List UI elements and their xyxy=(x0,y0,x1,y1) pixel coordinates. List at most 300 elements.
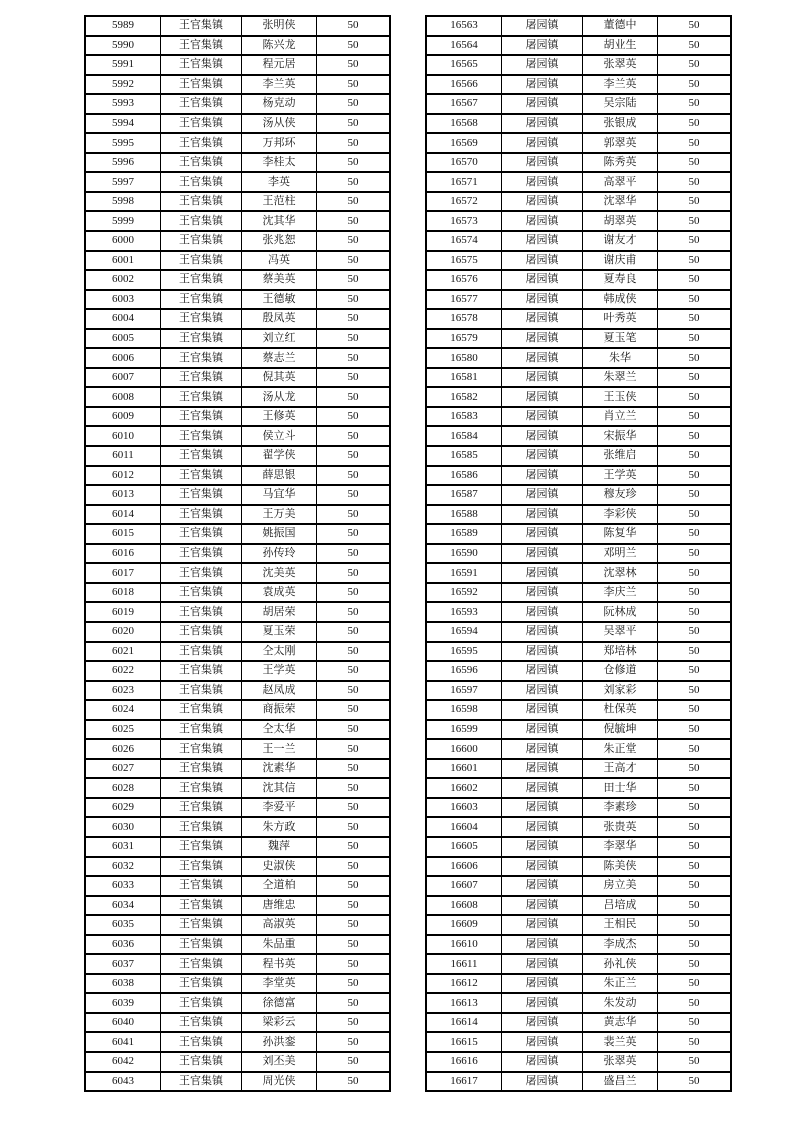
cell-town: 王官集镇 xyxy=(161,114,242,134)
cell-id: 6013 xyxy=(85,485,161,505)
table-row xyxy=(426,309,731,329)
cell-name: 杜保英 xyxy=(583,700,658,720)
cell-town: 屠园镇 xyxy=(502,94,583,114)
cell-id: 16611 xyxy=(426,954,502,974)
cell-amount: 50 xyxy=(317,348,391,368)
cell-town: 屠园镇 xyxy=(502,778,583,798)
cell-amount: 50 xyxy=(658,524,732,544)
cell-name: 田士华 xyxy=(583,778,658,798)
cell-id: 16577 xyxy=(426,290,502,310)
table-row xyxy=(426,974,731,994)
cell-id: 16575 xyxy=(426,251,502,271)
table-row xyxy=(85,876,390,896)
cell-id: 6021 xyxy=(85,642,161,662)
cell-amount: 50 xyxy=(317,915,391,935)
cell-id: 16613 xyxy=(426,993,502,1013)
cell-name: 盛昌兰 xyxy=(583,1072,658,1092)
cell-id: 6038 xyxy=(85,974,161,994)
cell-name: 胡居荣 xyxy=(242,602,317,622)
cell-town: 屠园镇 xyxy=(502,211,583,231)
cell-name: 周光侠 xyxy=(242,1072,317,1092)
cell-id: 16592 xyxy=(426,583,502,603)
cell-amount: 50 xyxy=(658,837,732,857)
cell-id: 6025 xyxy=(85,720,161,740)
cell-name: 汤从龙 xyxy=(242,387,317,407)
cell-name: 陈美侠 xyxy=(583,857,658,877)
cell-amount: 50 xyxy=(658,505,732,525)
cell-amount: 50 xyxy=(317,1032,391,1052)
cell-amount: 50 xyxy=(658,681,732,701)
cell-id: 16563 xyxy=(426,16,502,36)
cell-id: 6009 xyxy=(85,407,161,427)
cell-amount: 50 xyxy=(317,387,391,407)
cell-town: 王官集镇 xyxy=(161,759,242,779)
cell-town: 王官集镇 xyxy=(161,407,242,427)
cell-name: 孙礼侠 xyxy=(583,954,658,974)
cell-id: 6042 xyxy=(85,1052,161,1072)
cell-town: 屠园镇 xyxy=(502,192,583,212)
cell-amount: 50 xyxy=(658,857,732,877)
cell-id: 6003 xyxy=(85,290,161,310)
table-row xyxy=(426,681,731,701)
table-row xyxy=(85,759,390,779)
table-row xyxy=(426,876,731,896)
cell-name: 仝太刚 xyxy=(242,642,317,662)
cell-town: 屠园镇 xyxy=(502,270,583,290)
cell-town: 屠园镇 xyxy=(502,563,583,583)
table-row xyxy=(426,544,731,564)
table-row xyxy=(426,114,731,134)
cell-town: 屠园镇 xyxy=(502,524,583,544)
cell-id: 16598 xyxy=(426,700,502,720)
cell-name: 倪毓坤 xyxy=(583,720,658,740)
table-row xyxy=(85,720,390,740)
cell-town: 王官集镇 xyxy=(161,602,242,622)
cell-amount: 50 xyxy=(658,739,732,759)
cell-amount: 50 xyxy=(658,661,732,681)
cell-town: 王官集镇 xyxy=(161,36,242,56)
cell-town: 王官集镇 xyxy=(161,348,242,368)
cell-name: 蔡志兰 xyxy=(242,348,317,368)
cell-town: 屠园镇 xyxy=(502,915,583,935)
cell-amount: 50 xyxy=(317,876,391,896)
cell-id: 16580 xyxy=(426,348,502,368)
cell-id: 16571 xyxy=(426,172,502,192)
cell-id: 5995 xyxy=(85,133,161,153)
cell-amount: 50 xyxy=(317,974,391,994)
cell-id: 16569 xyxy=(426,133,502,153)
table-row xyxy=(85,935,390,955)
cell-name: 张贵英 xyxy=(583,817,658,837)
cell-amount: 50 xyxy=(658,622,732,642)
cell-id: 16602 xyxy=(426,778,502,798)
cell-name: 史淑侠 xyxy=(242,857,317,877)
cell-id: 6007 xyxy=(85,368,161,388)
cell-name: 仓修道 xyxy=(583,661,658,681)
table-row xyxy=(426,329,731,349)
cell-name: 袁成英 xyxy=(242,583,317,603)
cell-amount: 50 xyxy=(317,94,391,114)
cell-name: 李爱平 xyxy=(242,798,317,818)
cell-amount: 50 xyxy=(317,700,391,720)
cell-id: 6031 xyxy=(85,837,161,857)
cell-town: 王官集镇 xyxy=(161,1072,242,1092)
table-row xyxy=(426,759,731,779)
cell-name: 冯英 xyxy=(242,251,317,271)
cell-town: 王官集镇 xyxy=(161,1013,242,1033)
table-row xyxy=(85,426,390,446)
cell-town: 王官集镇 xyxy=(161,329,242,349)
cell-id: 16586 xyxy=(426,466,502,486)
cell-name: 李庆兰 xyxy=(583,583,658,603)
cell-town: 王官集镇 xyxy=(161,446,242,466)
cell-name: 李兰英 xyxy=(242,75,317,95)
cell-town: 王官集镇 xyxy=(161,974,242,994)
cell-amount: 50 xyxy=(658,290,732,310)
cell-town: 王官集镇 xyxy=(161,172,242,192)
table-row xyxy=(85,1072,390,1092)
cell-amount: 50 xyxy=(317,896,391,916)
table-row xyxy=(426,993,731,1013)
table-row xyxy=(426,1032,731,1052)
cell-id: 16594 xyxy=(426,622,502,642)
cell-amount: 50 xyxy=(317,290,391,310)
cell-amount: 50 xyxy=(317,172,391,192)
cell-amount: 50 xyxy=(658,192,732,212)
table-row xyxy=(426,583,731,603)
table-row xyxy=(426,466,731,486)
cell-id: 5994 xyxy=(85,114,161,134)
cell-town: 屠园镇 xyxy=(502,153,583,173)
cell-town: 王官集镇 xyxy=(161,857,242,877)
table-row xyxy=(85,524,390,544)
cell-id: 6015 xyxy=(85,524,161,544)
cell-name: 李翠华 xyxy=(583,837,658,857)
cell-id: 6036 xyxy=(85,935,161,955)
table-row xyxy=(85,407,390,427)
table-row xyxy=(85,172,390,192)
cell-amount: 50 xyxy=(658,583,732,603)
cell-amount: 50 xyxy=(317,16,391,36)
cell-amount: 50 xyxy=(317,798,391,818)
cell-id: 6001 xyxy=(85,251,161,271)
cell-name: 夏玉荣 xyxy=(242,622,317,642)
cell-town: 王官集镇 xyxy=(161,700,242,720)
cell-id: 16601 xyxy=(426,759,502,779)
cell-amount: 50 xyxy=(658,36,732,56)
cell-amount: 50 xyxy=(317,75,391,95)
cell-id: 16599 xyxy=(426,720,502,740)
cell-name: 王万美 xyxy=(242,505,317,525)
table-row xyxy=(426,192,731,212)
table-row xyxy=(426,896,731,916)
cell-name: 高淑英 xyxy=(242,915,317,935)
table-row xyxy=(85,739,390,759)
cell-id: 6022 xyxy=(85,661,161,681)
cell-town: 王官集镇 xyxy=(161,192,242,212)
cell-id: 16593 xyxy=(426,602,502,622)
table-row xyxy=(85,114,390,134)
cell-name: 陈兴龙 xyxy=(242,36,317,56)
cell-id: 6014 xyxy=(85,505,161,525)
table-row xyxy=(426,739,731,759)
cell-town: 屠园镇 xyxy=(502,602,583,622)
cell-town: 王官集镇 xyxy=(161,720,242,740)
table-row xyxy=(85,622,390,642)
cell-amount: 50 xyxy=(658,778,732,798)
cell-town: 王官集镇 xyxy=(161,426,242,446)
cell-amount: 50 xyxy=(317,544,391,564)
cell-amount: 50 xyxy=(317,622,391,642)
cell-town: 王官集镇 xyxy=(161,798,242,818)
table-row xyxy=(426,251,731,271)
cell-town: 王官集镇 xyxy=(161,251,242,271)
cell-amount: 50 xyxy=(658,466,732,486)
table-row xyxy=(426,290,731,310)
cell-id: 6026 xyxy=(85,739,161,759)
cell-town: 王官集镇 xyxy=(161,544,242,564)
table-row xyxy=(426,642,731,662)
cell-id: 16589 xyxy=(426,524,502,544)
cell-town: 屠园镇 xyxy=(502,36,583,56)
cell-name: 王相民 xyxy=(583,915,658,935)
cell-id: 16570 xyxy=(426,153,502,173)
cell-name: 沈美英 xyxy=(242,563,317,583)
table-row xyxy=(426,133,731,153)
cell-id: 6006 xyxy=(85,348,161,368)
table-row xyxy=(426,798,731,818)
table-row xyxy=(85,1032,390,1052)
cell-id: 16604 xyxy=(426,817,502,837)
cell-amount: 50 xyxy=(317,954,391,974)
cell-town: 王官集镇 xyxy=(161,1032,242,1052)
cell-amount: 50 xyxy=(658,55,732,75)
cell-id: 16609 xyxy=(426,915,502,935)
cell-town: 屠园镇 xyxy=(502,798,583,818)
cell-name: 程元居 xyxy=(242,55,317,75)
cell-id: 16596 xyxy=(426,661,502,681)
table-row xyxy=(426,211,731,231)
table-row xyxy=(85,505,390,525)
cell-id: 6033 xyxy=(85,876,161,896)
cell-town: 王官集镇 xyxy=(161,1052,242,1072)
cell-id: 16576 xyxy=(426,270,502,290)
cell-id: 16616 xyxy=(426,1052,502,1072)
cell-id: 6020 xyxy=(85,622,161,642)
table-row xyxy=(426,700,731,720)
cell-name: 吴宗陆 xyxy=(583,94,658,114)
cell-name: 李素珍 xyxy=(583,798,658,818)
cell-town: 王官集镇 xyxy=(161,368,242,388)
table-row xyxy=(426,55,731,75)
cell-id: 5996 xyxy=(85,153,161,173)
cell-id: 6005 xyxy=(85,329,161,349)
cell-amount: 50 xyxy=(317,153,391,173)
cell-name: 唐维忠 xyxy=(242,896,317,916)
cell-name: 董德中 xyxy=(583,16,658,36)
cell-id: 6016 xyxy=(85,544,161,564)
cell-town: 屠园镇 xyxy=(502,642,583,662)
table-row xyxy=(426,75,731,95)
cell-amount: 50 xyxy=(658,153,732,173)
cell-id: 16614 xyxy=(426,1013,502,1033)
cell-town: 屠园镇 xyxy=(502,309,583,329)
cell-id: 6023 xyxy=(85,681,161,701)
table-row xyxy=(426,563,731,583)
cell-name: 高翠平 xyxy=(583,172,658,192)
cell-town: 屠园镇 xyxy=(502,55,583,75)
cell-name: 刘丕美 xyxy=(242,1052,317,1072)
table-row xyxy=(426,172,731,192)
cell-id: 5992 xyxy=(85,75,161,95)
table-row xyxy=(426,524,731,544)
table-row xyxy=(426,407,731,427)
cell-name: 王玉侠 xyxy=(583,387,658,407)
cell-name: 殷凤英 xyxy=(242,309,317,329)
cell-id: 6018 xyxy=(85,583,161,603)
cell-amount: 50 xyxy=(317,524,391,544)
table-row xyxy=(85,837,390,857)
cell-town: 屠园镇 xyxy=(502,387,583,407)
cell-name: 沈素华 xyxy=(242,759,317,779)
cell-name: 张银成 xyxy=(583,114,658,134)
cell-name: 沈翠华 xyxy=(583,192,658,212)
cell-amount: 50 xyxy=(658,954,732,974)
table-row xyxy=(85,446,390,466)
table-row xyxy=(85,211,390,231)
cell-town: 王官集镇 xyxy=(161,94,242,114)
cell-id: 6004 xyxy=(85,309,161,329)
roster-tables-container xyxy=(84,15,732,1092)
table-row xyxy=(85,583,390,603)
cell-amount: 50 xyxy=(317,446,391,466)
cell-town: 王官集镇 xyxy=(161,270,242,290)
cell-name: 王修英 xyxy=(242,407,317,427)
cell-amount: 50 xyxy=(317,837,391,857)
cell-amount: 50 xyxy=(658,348,732,368)
cell-amount: 50 xyxy=(317,55,391,75)
table-row xyxy=(85,309,390,329)
cell-town: 屠园镇 xyxy=(502,133,583,153)
table-row xyxy=(426,36,731,56)
cell-town: 王官集镇 xyxy=(161,485,242,505)
roster-table-right xyxy=(425,15,732,1092)
cell-town: 王官集镇 xyxy=(161,915,242,935)
cell-amount: 50 xyxy=(317,720,391,740)
table-row xyxy=(85,954,390,974)
table-row xyxy=(426,1052,731,1072)
cell-name: 刘立红 xyxy=(242,329,317,349)
cell-amount: 50 xyxy=(658,935,732,955)
cell-amount: 50 xyxy=(317,407,391,427)
cell-amount: 50 xyxy=(317,114,391,134)
cell-amount: 50 xyxy=(317,602,391,622)
cell-amount: 50 xyxy=(658,642,732,662)
cell-name: 梁彩云 xyxy=(242,1013,317,1033)
cell-id: 5998 xyxy=(85,192,161,212)
cell-name: 朱方政 xyxy=(242,817,317,837)
table-row xyxy=(426,817,731,837)
cell-id: 6037 xyxy=(85,954,161,974)
cell-amount: 50 xyxy=(658,75,732,95)
cell-town: 屠园镇 xyxy=(502,681,583,701)
cell-id: 16565 xyxy=(426,55,502,75)
cell-town: 屠园镇 xyxy=(502,857,583,877)
cell-amount: 50 xyxy=(317,778,391,798)
cell-town: 屠园镇 xyxy=(502,759,583,779)
cell-amount: 50 xyxy=(658,563,732,583)
cell-town: 屠园镇 xyxy=(502,622,583,642)
cell-amount: 50 xyxy=(658,270,732,290)
cell-id: 6030 xyxy=(85,817,161,837)
cell-id: 16583 xyxy=(426,407,502,427)
cell-name: 房立美 xyxy=(583,876,658,896)
cell-town: 屠园镇 xyxy=(502,75,583,95)
cell-town: 王官集镇 xyxy=(161,16,242,36)
cell-name: 侯立斗 xyxy=(242,426,317,446)
table-row xyxy=(426,270,731,290)
cell-name: 谢友才 xyxy=(583,231,658,251)
cell-id: 6039 xyxy=(85,993,161,1013)
cell-name: 魏萍 xyxy=(242,837,317,857)
cell-name: 李堂英 xyxy=(242,974,317,994)
cell-name: 张明侠 xyxy=(242,16,317,36)
table-row xyxy=(426,485,731,505)
table-row xyxy=(85,16,390,36)
cell-name: 朱翠兰 xyxy=(583,368,658,388)
cell-id: 16597 xyxy=(426,681,502,701)
table-row xyxy=(426,1072,731,1092)
cell-town: 屠园镇 xyxy=(502,1032,583,1052)
cell-town: 王官集镇 xyxy=(161,524,242,544)
cell-town: 王官集镇 xyxy=(161,133,242,153)
cell-amount: 50 xyxy=(317,251,391,271)
table-row xyxy=(85,896,390,916)
cell-town: 屠园镇 xyxy=(502,505,583,525)
cell-id: 16568 xyxy=(426,114,502,134)
cell-name: 徐德富 xyxy=(242,993,317,1013)
cell-id: 5999 xyxy=(85,211,161,231)
cell-amount: 50 xyxy=(658,231,732,251)
cell-amount: 50 xyxy=(658,876,732,896)
cell-amount: 50 xyxy=(317,309,391,329)
table-row xyxy=(85,55,390,75)
cell-name: 万邦环 xyxy=(242,133,317,153)
cell-amount: 50 xyxy=(658,368,732,388)
table-row xyxy=(426,915,731,935)
cell-amount: 50 xyxy=(658,602,732,622)
cell-town: 屠园镇 xyxy=(502,172,583,192)
cell-id: 6027 xyxy=(85,759,161,779)
cell-id: 6002 xyxy=(85,270,161,290)
cell-id: 16584 xyxy=(426,426,502,446)
cell-town: 屠园镇 xyxy=(502,426,583,446)
cell-name: 胡翠英 xyxy=(583,211,658,231)
cell-town: 屠园镇 xyxy=(502,739,583,759)
cell-town: 王官集镇 xyxy=(161,309,242,329)
cell-id: 16587 xyxy=(426,485,502,505)
cell-town: 屠园镇 xyxy=(502,583,583,603)
cell-id: 16573 xyxy=(426,211,502,231)
cell-name: 王德敏 xyxy=(242,290,317,310)
cell-name: 韩成侠 xyxy=(583,290,658,310)
cell-name: 王范柱 xyxy=(242,192,317,212)
cell-amount: 50 xyxy=(317,759,391,779)
cell-name: 倪其英 xyxy=(242,368,317,388)
cell-town: 王官集镇 xyxy=(161,661,242,681)
cell-amount: 50 xyxy=(317,857,391,877)
cell-amount: 50 xyxy=(317,211,391,231)
